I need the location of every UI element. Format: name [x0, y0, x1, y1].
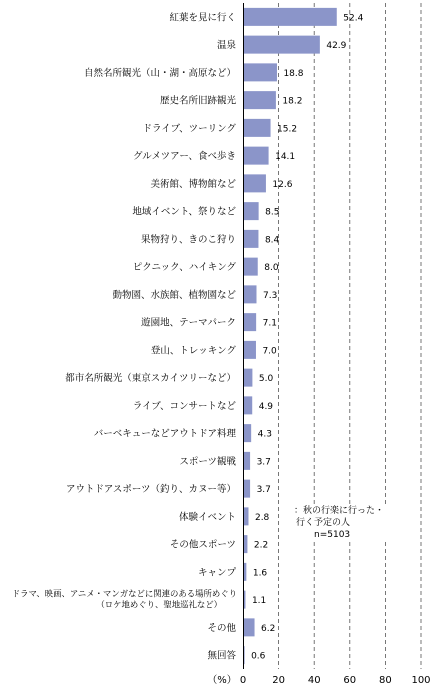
bar [244, 258, 258, 276]
value-label: 15.2 [277, 124, 298, 135]
value-label: 5.0 [258, 374, 274, 385]
x-axis-label: （%） [207, 675, 237, 686]
bar [244, 452, 251, 470]
category-label: 動物園、水族館、植物園など [112, 289, 236, 301]
value-label: 14.1 [275, 152, 296, 163]
legend-line-3: n=5103 [314, 530, 351, 540]
category-label: その他 [207, 622, 236, 634]
value-label: 1.1 [251, 596, 267, 607]
value-label: 0.6 [251, 651, 266, 662]
x-tick-labels [240, 675, 431, 686]
bar [244, 507, 249, 525]
category-label: バーベキューなどアウトドア料理 [93, 428, 236, 440]
value-labels [251, 13, 364, 661]
value-label: 4.3 [257, 429, 272, 440]
bar [244, 535, 248, 553]
category-label: 温泉 [216, 40, 236, 52]
bar [244, 285, 257, 303]
category-label: 登山、トレッキング [150, 345, 236, 357]
value-label: 8.5 [265, 207, 280, 218]
value-label: 2.2 [253, 540, 269, 551]
legend-line-2: 行く予定の人 [296, 518, 351, 528]
category-label: ピクニック、ハイキング [132, 262, 236, 274]
x-tick-label: 0 [239, 675, 247, 686]
value-label: 7.1 [262, 318, 277, 329]
category-label: 紅葉を見に行く [169, 12, 236, 24]
category-label: 都市名所観光（東京スカイツリーなど） [65, 373, 236, 385]
bar [244, 341, 256, 359]
bar [244, 480, 251, 498]
bar [244, 63, 277, 81]
x-tick-label: 20 [272, 675, 285, 686]
value-label: 6.2 [261, 623, 276, 634]
category-label: グルメツアー、食べ歩き [133, 151, 236, 163]
category-label: スポーツ観戦 [179, 456, 236, 468]
bar [244, 119, 271, 137]
category-label: 体験イベント [178, 511, 236, 523]
value-label: 8.4 [264, 235, 280, 246]
category-label: その他スポーツ [169, 539, 236, 551]
bar [244, 174, 266, 192]
category-label: 地域イベント、祭りなど [132, 206, 236, 218]
legend-line-1: ：秋の行楽に行った・ [294, 506, 385, 516]
category-label: 歴史名所旧跡観光 [159, 95, 236, 107]
value-label: 12.6 [272, 179, 293, 190]
bar [244, 36, 320, 54]
x-tick-label: 80 [379, 675, 392, 686]
category-labels [12, 11, 237, 661]
value-label: 42.9 [326, 41, 347, 52]
bar [244, 424, 252, 442]
category-label: ライブ、コンサートなど [132, 400, 236, 412]
bar [244, 202, 259, 220]
category-label: ドライブ、ツーリング [142, 123, 236, 135]
category-label: 果物狩り、きのこ狩り [140, 234, 236, 246]
value-label: 8.0 [264, 263, 279, 274]
bar [244, 8, 337, 26]
bar [244, 396, 253, 414]
x-tick-label: 60 [343, 675, 357, 686]
category-label: キャンプ [197, 567, 236, 579]
category-label: 美術館、博物館など [150, 178, 236, 190]
bar [244, 369, 253, 387]
value-label: 3.7 [256, 485, 271, 496]
value-label: 7.3 [262, 290, 278, 301]
value-label: 1.6 [252, 568, 268, 579]
bar [244, 230, 259, 248]
legend [290, 505, 390, 541]
x-tick-label: 100 [411, 675, 431, 686]
value-label: 4.9 [258, 401, 274, 412]
value-label: 3.7 [256, 457, 271, 468]
value-label: 2.8 [254, 512, 270, 523]
x-tick-label: 40 [307, 675, 321, 686]
bar [244, 147, 269, 165]
category-label: 無回答 [207, 650, 236, 662]
bar [244, 618, 255, 636]
category-label: 自然名所観光（山・湖・高原など） [83, 67, 236, 79]
value-label: 52.4 [343, 13, 364, 24]
bar [244, 91, 276, 109]
category-label: 遊園地、テーマパーク [141, 317, 236, 329]
value-label: 7.0 [262, 346, 277, 357]
value-label: 18.8 [283, 68, 304, 79]
bar [244, 313, 257, 331]
category-label: アウトドアスポーツ（釣り、カヌー等） [66, 484, 236, 496]
value-label: 18.2 [282, 96, 303, 107]
category-label: ドラマ、映画、アニメ・マンガなどに関連のある場所めぐり（ロケ地めぐり、聖地巡礼など） [11, 588, 237, 610]
